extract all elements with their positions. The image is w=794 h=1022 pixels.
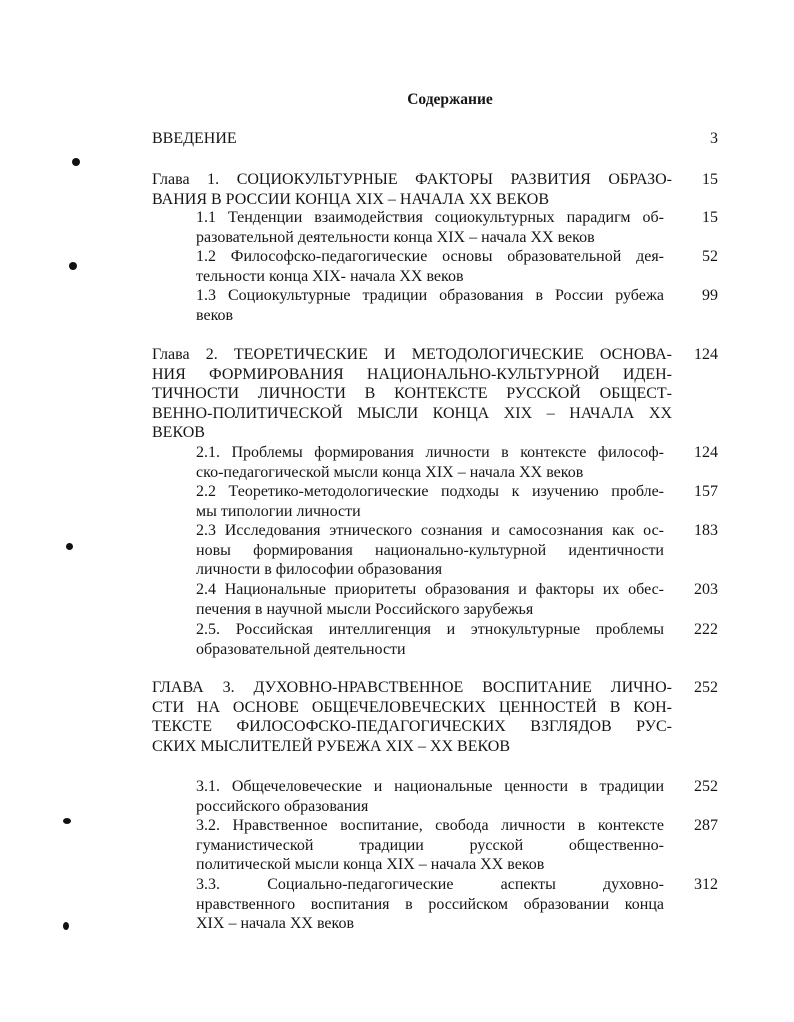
toc-entry xyxy=(152,170,718,209)
toc-entry xyxy=(196,816,718,875)
toc-entry-title xyxy=(196,482,664,521)
toc-entry xyxy=(196,247,718,286)
toc-page-number: 52 xyxy=(702,248,718,265)
toc-entry-line: нравственного воспитания в российском образовании конца xyxy=(196,895,664,913)
toc-page-number: 3 xyxy=(710,130,718,147)
toc-entry-line: 3.3. Социально-педагогические аспекты духовно- xyxy=(196,876,664,893)
toc-entry xyxy=(152,345,718,443)
toc-entry-line: ТЕКСТЕ ФИЛОСОФСКО-ПЕДАГОГИЧЕСКИХ ВЗГЛЯДОВ РУС- xyxy=(152,718,672,735)
toc-entry-line: политической мысли конца XIX – начала XX веков xyxy=(196,856,545,873)
toc-page-number: 222 xyxy=(694,621,718,638)
toc-entry xyxy=(196,482,718,521)
scan-speck xyxy=(72,158,80,166)
toc-entry xyxy=(196,580,718,619)
toc-entry-line: 2.2 Теоретико-методологические подходы к изучению пробле- xyxy=(196,483,664,500)
toc-entry xyxy=(152,678,718,756)
toc-entry-line: образовательной деятельности xyxy=(196,640,406,658)
toc-entry-line: разовательной деятельности конца XIX – начала XX веков xyxy=(196,228,595,246)
toc-entry xyxy=(152,129,718,149)
toc-entry-title xyxy=(196,777,664,816)
toc-entry-title xyxy=(152,170,672,209)
toc-page-number: 287 xyxy=(694,817,718,834)
toc-entry-line: 2.3 Исследования этнического сознания и самосознания как ос- xyxy=(196,522,664,539)
toc-entry-title xyxy=(196,208,664,247)
toc-entry-title xyxy=(196,580,664,619)
toc-entry-title xyxy=(152,345,672,443)
toc-entry-title xyxy=(196,443,664,482)
toc-entry-line: российского образования xyxy=(196,797,369,815)
toc-entry xyxy=(196,208,718,247)
toc-entry-line: ВЕКОВ xyxy=(152,424,205,441)
toc-entry-line: веков xyxy=(196,306,234,324)
toc-page-number: 124 xyxy=(694,346,718,363)
toc-entry-title xyxy=(196,521,664,580)
toc-entry-line: ВАНИЯ В РОССИИ КОНЦА XIX – НАЧАЛА XX ВЕКОВ xyxy=(152,190,549,208)
toc-entry-title xyxy=(196,620,664,659)
toc-entry-line: 1.2 Философско-педагогические основы образовательной дея- xyxy=(196,248,664,265)
toc-page-number: 99 xyxy=(702,287,718,304)
toc-entry-line: 1.1 Тенденции взаимодействия социокультурных парадигм об- xyxy=(196,209,664,226)
toc-entry-line: новы формирования национально-культурной идентичности xyxy=(196,541,664,559)
scan-speck xyxy=(66,543,73,550)
scan-speck xyxy=(63,922,69,930)
toc-page-number: 157 xyxy=(694,483,718,500)
scan-speck xyxy=(63,818,71,824)
toc-entry-line: НИЯ ФОРМИРОВАНИЯ НАЦИОНАЛЬНО-КУЛЬТУРНОЙ ИДЕН- xyxy=(152,365,672,383)
toc-page-number: 15 xyxy=(702,209,718,226)
toc-page-number: 203 xyxy=(694,581,718,598)
toc-entry xyxy=(196,777,718,816)
toc-entry xyxy=(196,521,718,580)
toc-entry-title xyxy=(196,286,664,325)
toc-entry-line: СТИ НА ОСНОВЕ ОБЩЕЧЕЛОВЕЧЕСКИХ ЦЕННОСТЕЙ В КОН- xyxy=(152,698,672,716)
toc-entry-line: 2.5. Российская интеллигенция и этнокультурные проблемы xyxy=(196,621,664,638)
toc-entry-line: печения в научной мысли Российского зарубежья xyxy=(196,600,534,618)
toc-entry-title xyxy=(196,247,664,286)
toc-entry xyxy=(196,443,718,482)
toc-entry-line: 2.1. Проблемы формирования личности в контексте философ- xyxy=(196,444,664,461)
toc-page-number: 312 xyxy=(694,876,718,893)
toc-entry-line: XIX – начала XX веков xyxy=(196,915,355,932)
toc-entry-title xyxy=(196,875,664,934)
toc-entry-line: Глава 2. ТЕОРЕТИЧЕСКИЕ И МЕТОДОЛОГИЧЕСКИЕ ОСНОВА- xyxy=(152,346,672,363)
toc-page-number: 124 xyxy=(694,444,718,461)
toc-entry-title xyxy=(196,816,664,875)
toc-entry xyxy=(196,286,718,325)
toc-entry-line: СКИХ МЫСЛИТЕЛЕЙ РУБЕЖА XIX – XX ВЕКОВ xyxy=(152,737,510,755)
toc-entry-line: 2.4 Национальные приоритеты образования и факторы их обес- xyxy=(196,581,664,598)
page-title: Содержание xyxy=(407,91,493,108)
toc-entry-line: мы типологии личности xyxy=(196,502,361,520)
toc-entry xyxy=(196,875,718,934)
toc-entry-line: 1.3 Социокультурные традиции образования в России рубежа xyxy=(196,287,664,304)
toc-entry-line: ТИЧНОСТИ ЛИЧНОСТИ В КОНТЕКСТЕ РУССКОЙ ОБЩЕСТ- xyxy=(152,385,672,402)
toc-entry-line: ВЕННО-ПОЛИТИЧЕСКОЙ МЫСЛИ КОНЦА XIX – НАЧАЛА XX xyxy=(152,404,672,422)
toc-entry-line: 3.1. Общечеловеческие и национальные ценности в традиции xyxy=(196,778,664,795)
toc-entry-title xyxy=(152,678,672,756)
toc-page-number: 15 xyxy=(702,171,718,188)
toc-entry-line: ГЛАВА 3. ДУХОВНО-НРАВСТВЕННОЕ ВОСПИТАНИЕ ЛИЧНО- xyxy=(152,679,672,696)
toc-entry-line: ско-педагогической мысли конца XIX – начала XX веков xyxy=(196,463,584,481)
toc-entry-title xyxy=(152,129,672,149)
toc-entry-line: 3.2. Нравственное воспитание, свобода личности в контексте xyxy=(196,817,664,834)
scan-speck xyxy=(69,262,77,270)
toc-entry-line: гуманистической традиции русской общественно- xyxy=(196,836,664,854)
toc-entry-line: личности в философии образования xyxy=(196,561,443,578)
toc-entry xyxy=(196,620,718,659)
toc-page-number: 252 xyxy=(694,778,718,795)
toc-page-number: 183 xyxy=(694,522,718,539)
toc-entry-line: ВВЕДЕНИЕ xyxy=(152,130,237,147)
toc-entry-line: тельности конца XIX- начала XX веков xyxy=(196,267,464,285)
toc-entry-line: Глава 1. СОЦИОКУЛЬТУРНЫЕ ФАКТОРЫ РАЗВИТИЯ ОБРАЗО- xyxy=(152,171,672,188)
toc-page-number: 252 xyxy=(694,679,718,696)
